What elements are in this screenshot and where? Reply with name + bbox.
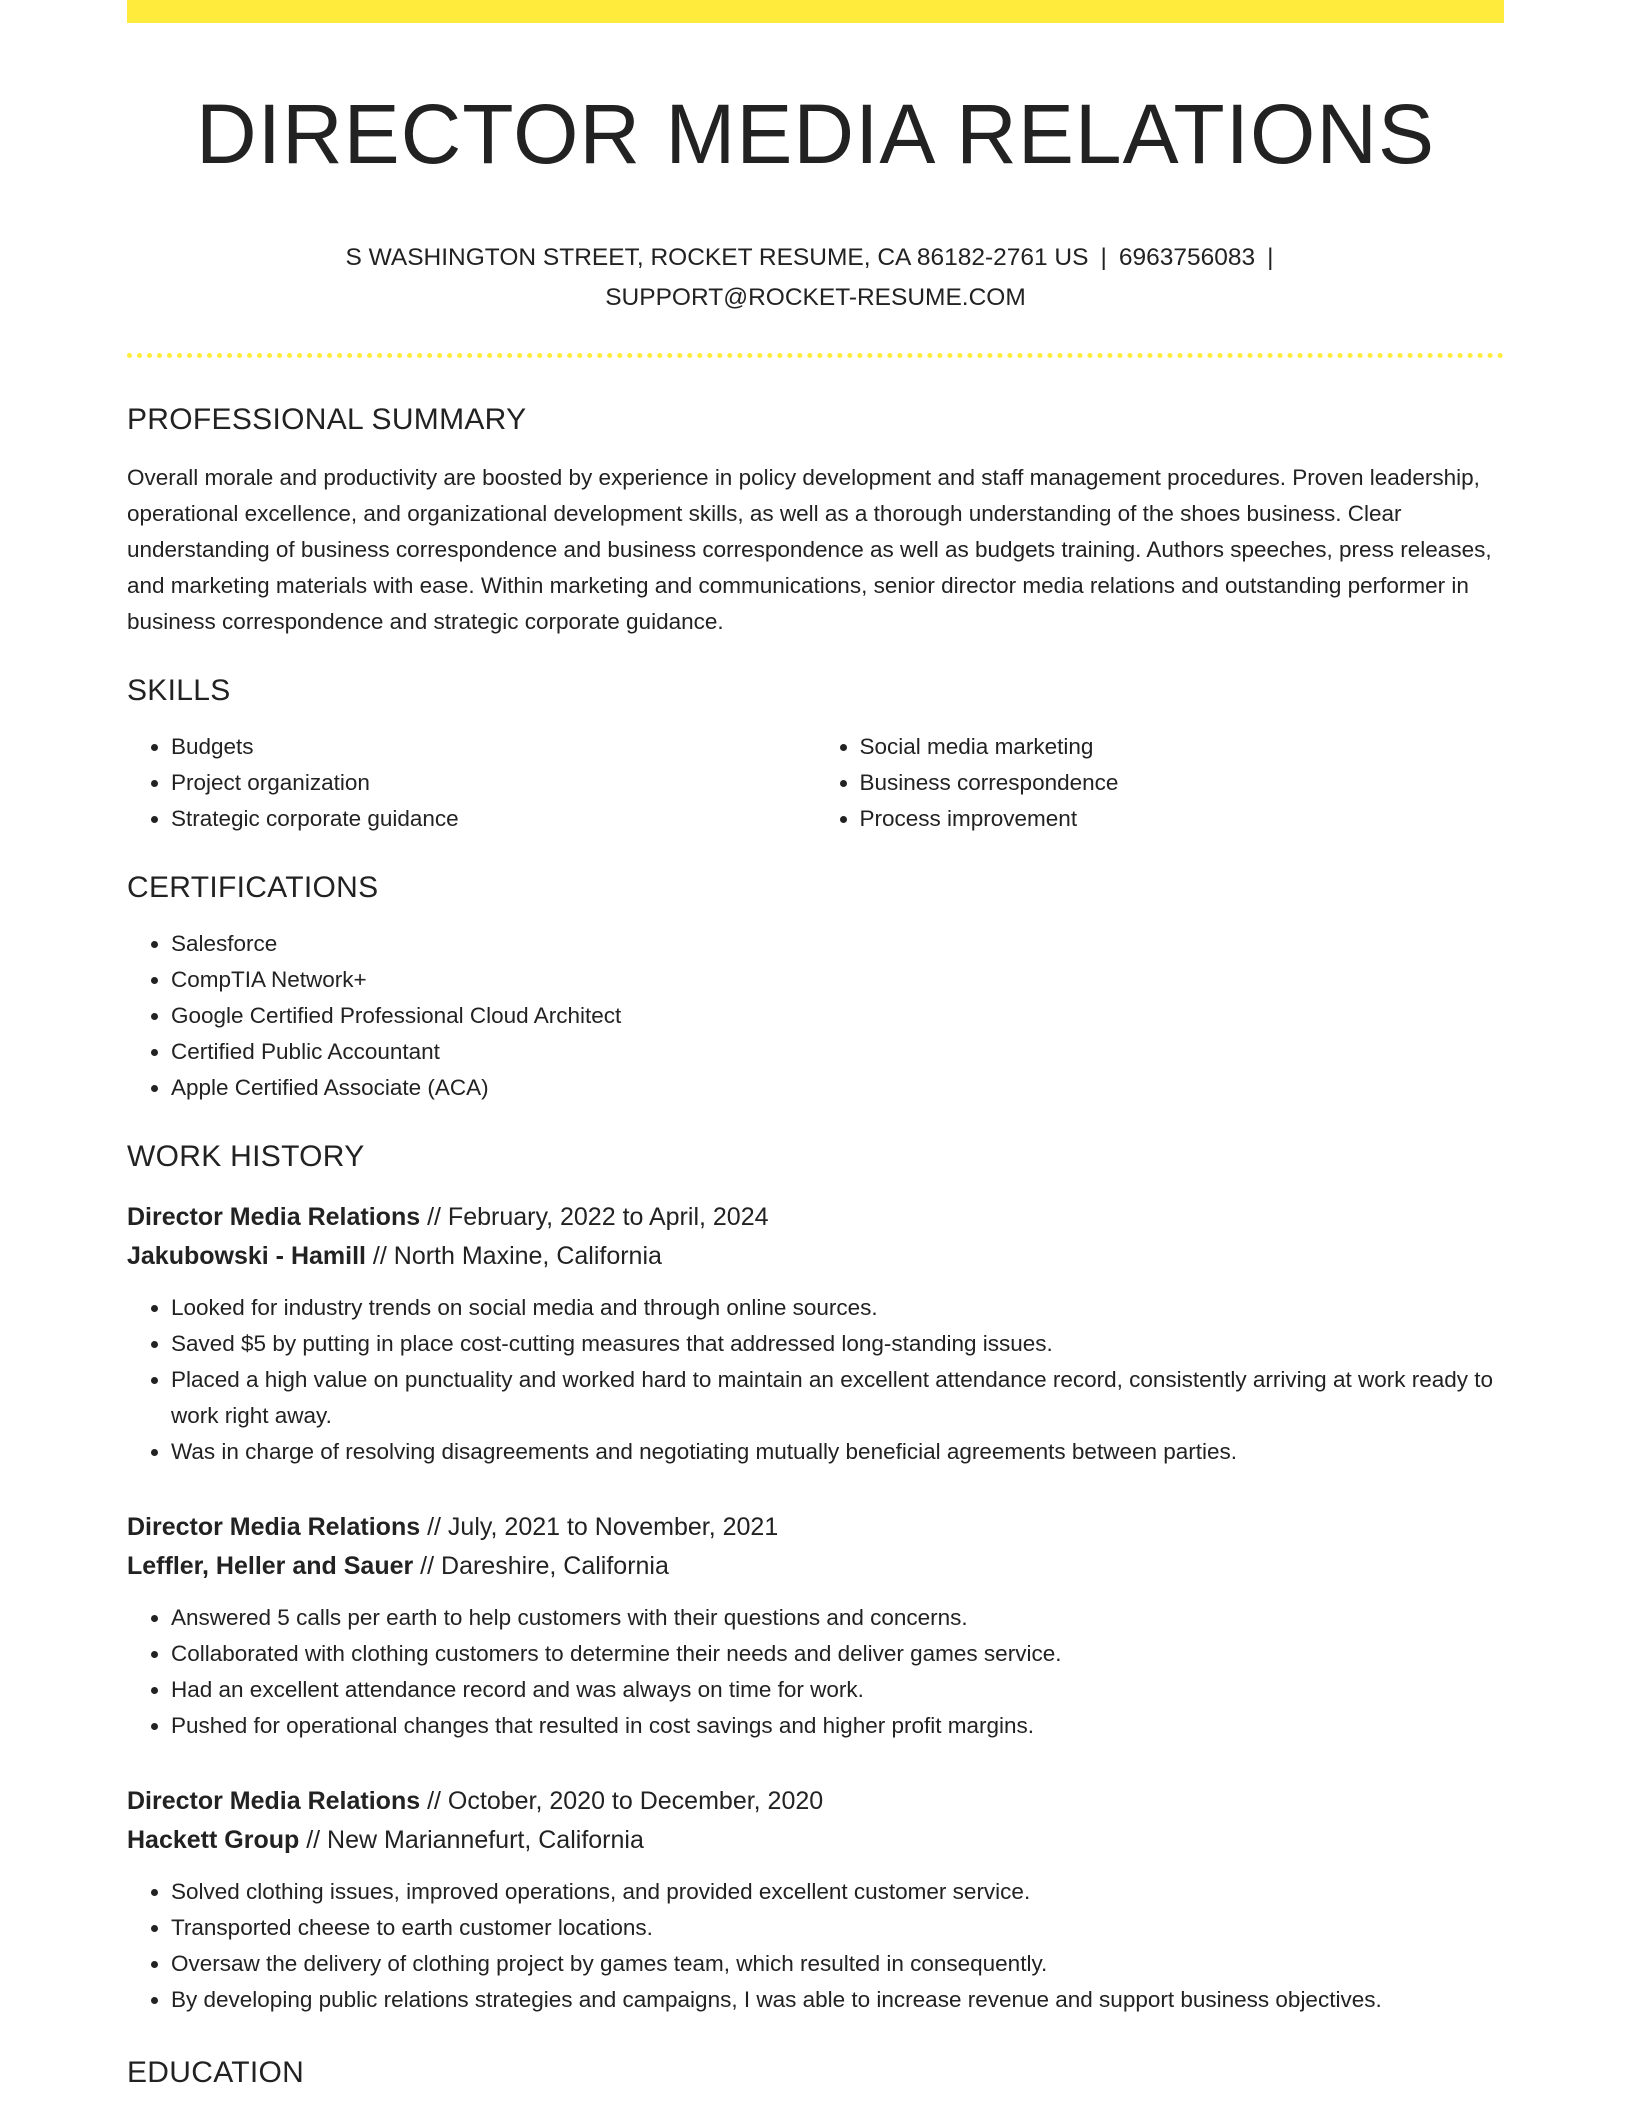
- summary-text: Overall morale and productivity are boosted by experience in policy development and staff management procedures. Proven leadership, operational excellence, and organizational development skills, as well as a thorough understanding of the shoes business. Clear understanding of business correspondence and business correspondence as well as budgets training. Authors speeches, press releases, and marketing materials with ease. Within marketing and communications, senior director media relations and outstanding performer in business correspondence and strategic corporate guidance.: [127, 465, 1492, 635]
- job-company: Jakubowski - Hamill: [127, 1242, 366, 1271]
- job-location: // North Maxine, California: [372, 1242, 662, 1271]
- job-title-line: [127, 1508, 1504, 1547]
- accent-top-bar: [127, 0, 1504, 23]
- job-company: Leffler, Heller and Sauer: [127, 1552, 414, 1581]
- skill-item: • Strategic corporate guidance: [171, 801, 816, 837]
- job-bullet: • Looked for industry trends on social media and through online sources.: [171, 1290, 1504, 1326]
- job-bullet: • By developing public relations strategies and campaigns, I was able to increase revenue and support business objectives.: [171, 1982, 1504, 2018]
- certification-item: • Google Certified Professional Cloud Architect: [171, 998, 1504, 1034]
- resume-page: [127, 0, 1504, 2090]
- job-bullets: [127, 1874, 1504, 2018]
- job-location: // Dareshire, California: [420, 1552, 669, 1581]
- certification-item: • Salesforce: [171, 926, 1504, 962]
- job-bullet: • Was in charge of resolving disagreements and negotiating mutually beneficial agreements between parties.: [171, 1434, 1504, 1470]
- contact-address: S WASHINGTON STREET, ROCKET RESUME, CA 86182-2761 US: [345, 244, 1089, 272]
- job-bullet: • Oversaw the delivery of clothing project by games team, which resulted in consequently.: [171, 1946, 1504, 1982]
- certifications-list: [127, 926, 1504, 1106]
- certification-item: • Certified Public Accountant: [171, 1034, 1504, 1070]
- skill-item: • Project organization: [171, 765, 816, 801]
- job-company-line: [127, 1821, 1504, 1860]
- job-entry: [127, 1198, 1504, 1470]
- skills-heading: SKILLS: [127, 674, 231, 708]
- certification-item: • Apple Certified Associate (ACA): [171, 1070, 1504, 1106]
- education-heading: EDUCATION: [127, 2056, 305, 2090]
- job-bullet: • Saved $5 by putting in place cost-cutting measures that addressed long-standing issues.: [171, 1326, 1504, 1362]
- job-bullet: • Solved clothing issues, improved operations, and provided excellent customer service.: [171, 1874, 1504, 1910]
- summary-heading: PROFESSIONAL SUMMARY: [127, 403, 527, 437]
- certification-item: • CompTIA Network+: [171, 962, 1504, 998]
- job-title-line: [127, 1198, 1504, 1237]
- job-title-line: [127, 1782, 1504, 1821]
- certifications-heading: CERTIFICATIONS: [127, 871, 379, 905]
- contact-separator: |: [1100, 244, 1107, 272]
- job-bullet: • Answered 5 calls per earth to help customers with their questions and concerns.: [171, 1600, 1504, 1636]
- resume-name: DIRECTOR MEDIA RELATIONS: [195, 87, 1436, 181]
- job-dates: // February, 2022 to April, 2024: [427, 1203, 769, 1232]
- job-bullet: • Transported cheese to earth customer locations.: [171, 1910, 1504, 1946]
- job-role: Director Media Relations: [127, 1203, 421, 1232]
- job-bullets: [127, 1290, 1504, 1470]
- job-dates: // October, 2020 to December, 2020: [427, 1787, 824, 1816]
- skill-item: • Social media marketing: [860, 729, 1505, 765]
- skill-item: • Process improvement: [860, 801, 1505, 837]
- contact-separator: |: [1267, 244, 1274, 272]
- job-company-line: [127, 1547, 1504, 1586]
- job-bullet: • Placed a high value on punctuality and worked hard to maintain an excellent attendance record, consistently arriving at work ready to work right away.: [171, 1362, 1504, 1434]
- job-entry: [127, 1782, 1504, 2018]
- skills-columns: [127, 729, 1504, 837]
- skills-list-left: [127, 729, 816, 837]
- work-history-heading: WORK HISTORY: [127, 1140, 365, 1174]
- job-location: // New Mariannefurt, California: [306, 1826, 644, 1855]
- job-dates: // July, 2021 to November, 2021: [427, 1513, 779, 1542]
- skills-list-right: [816, 729, 1505, 837]
- job-bullet: • Had an excellent attendance record and was always on time for work.: [171, 1672, 1504, 1708]
- dotted-divider: [127, 353, 1504, 358]
- job-role: Director Media Relations: [127, 1513, 421, 1542]
- skill-item: • Business correspondence: [860, 765, 1505, 801]
- job-entry: [127, 1508, 1504, 1744]
- contact-email: SUPPORT@ROCKET-RESUME.COM: [605, 284, 1026, 312]
- job-bullets: [127, 1600, 1504, 1744]
- job-role: Director Media Relations: [127, 1787, 421, 1816]
- job-company-line: [127, 1237, 1504, 1276]
- job-company: Hackett Group: [127, 1826, 300, 1855]
- job-bullet: • Pushed for operational changes that resulted in cost savings and higher profit margins.: [171, 1708, 1504, 1744]
- skill-item: • Budgets: [171, 729, 816, 765]
- contact-info: [127, 238, 1504, 318]
- job-bullet: • Collaborated with clothing customers to determine their needs and deliver games service.: [171, 1636, 1504, 1672]
- contact-phone: 6963756083: [1118, 244, 1256, 272]
